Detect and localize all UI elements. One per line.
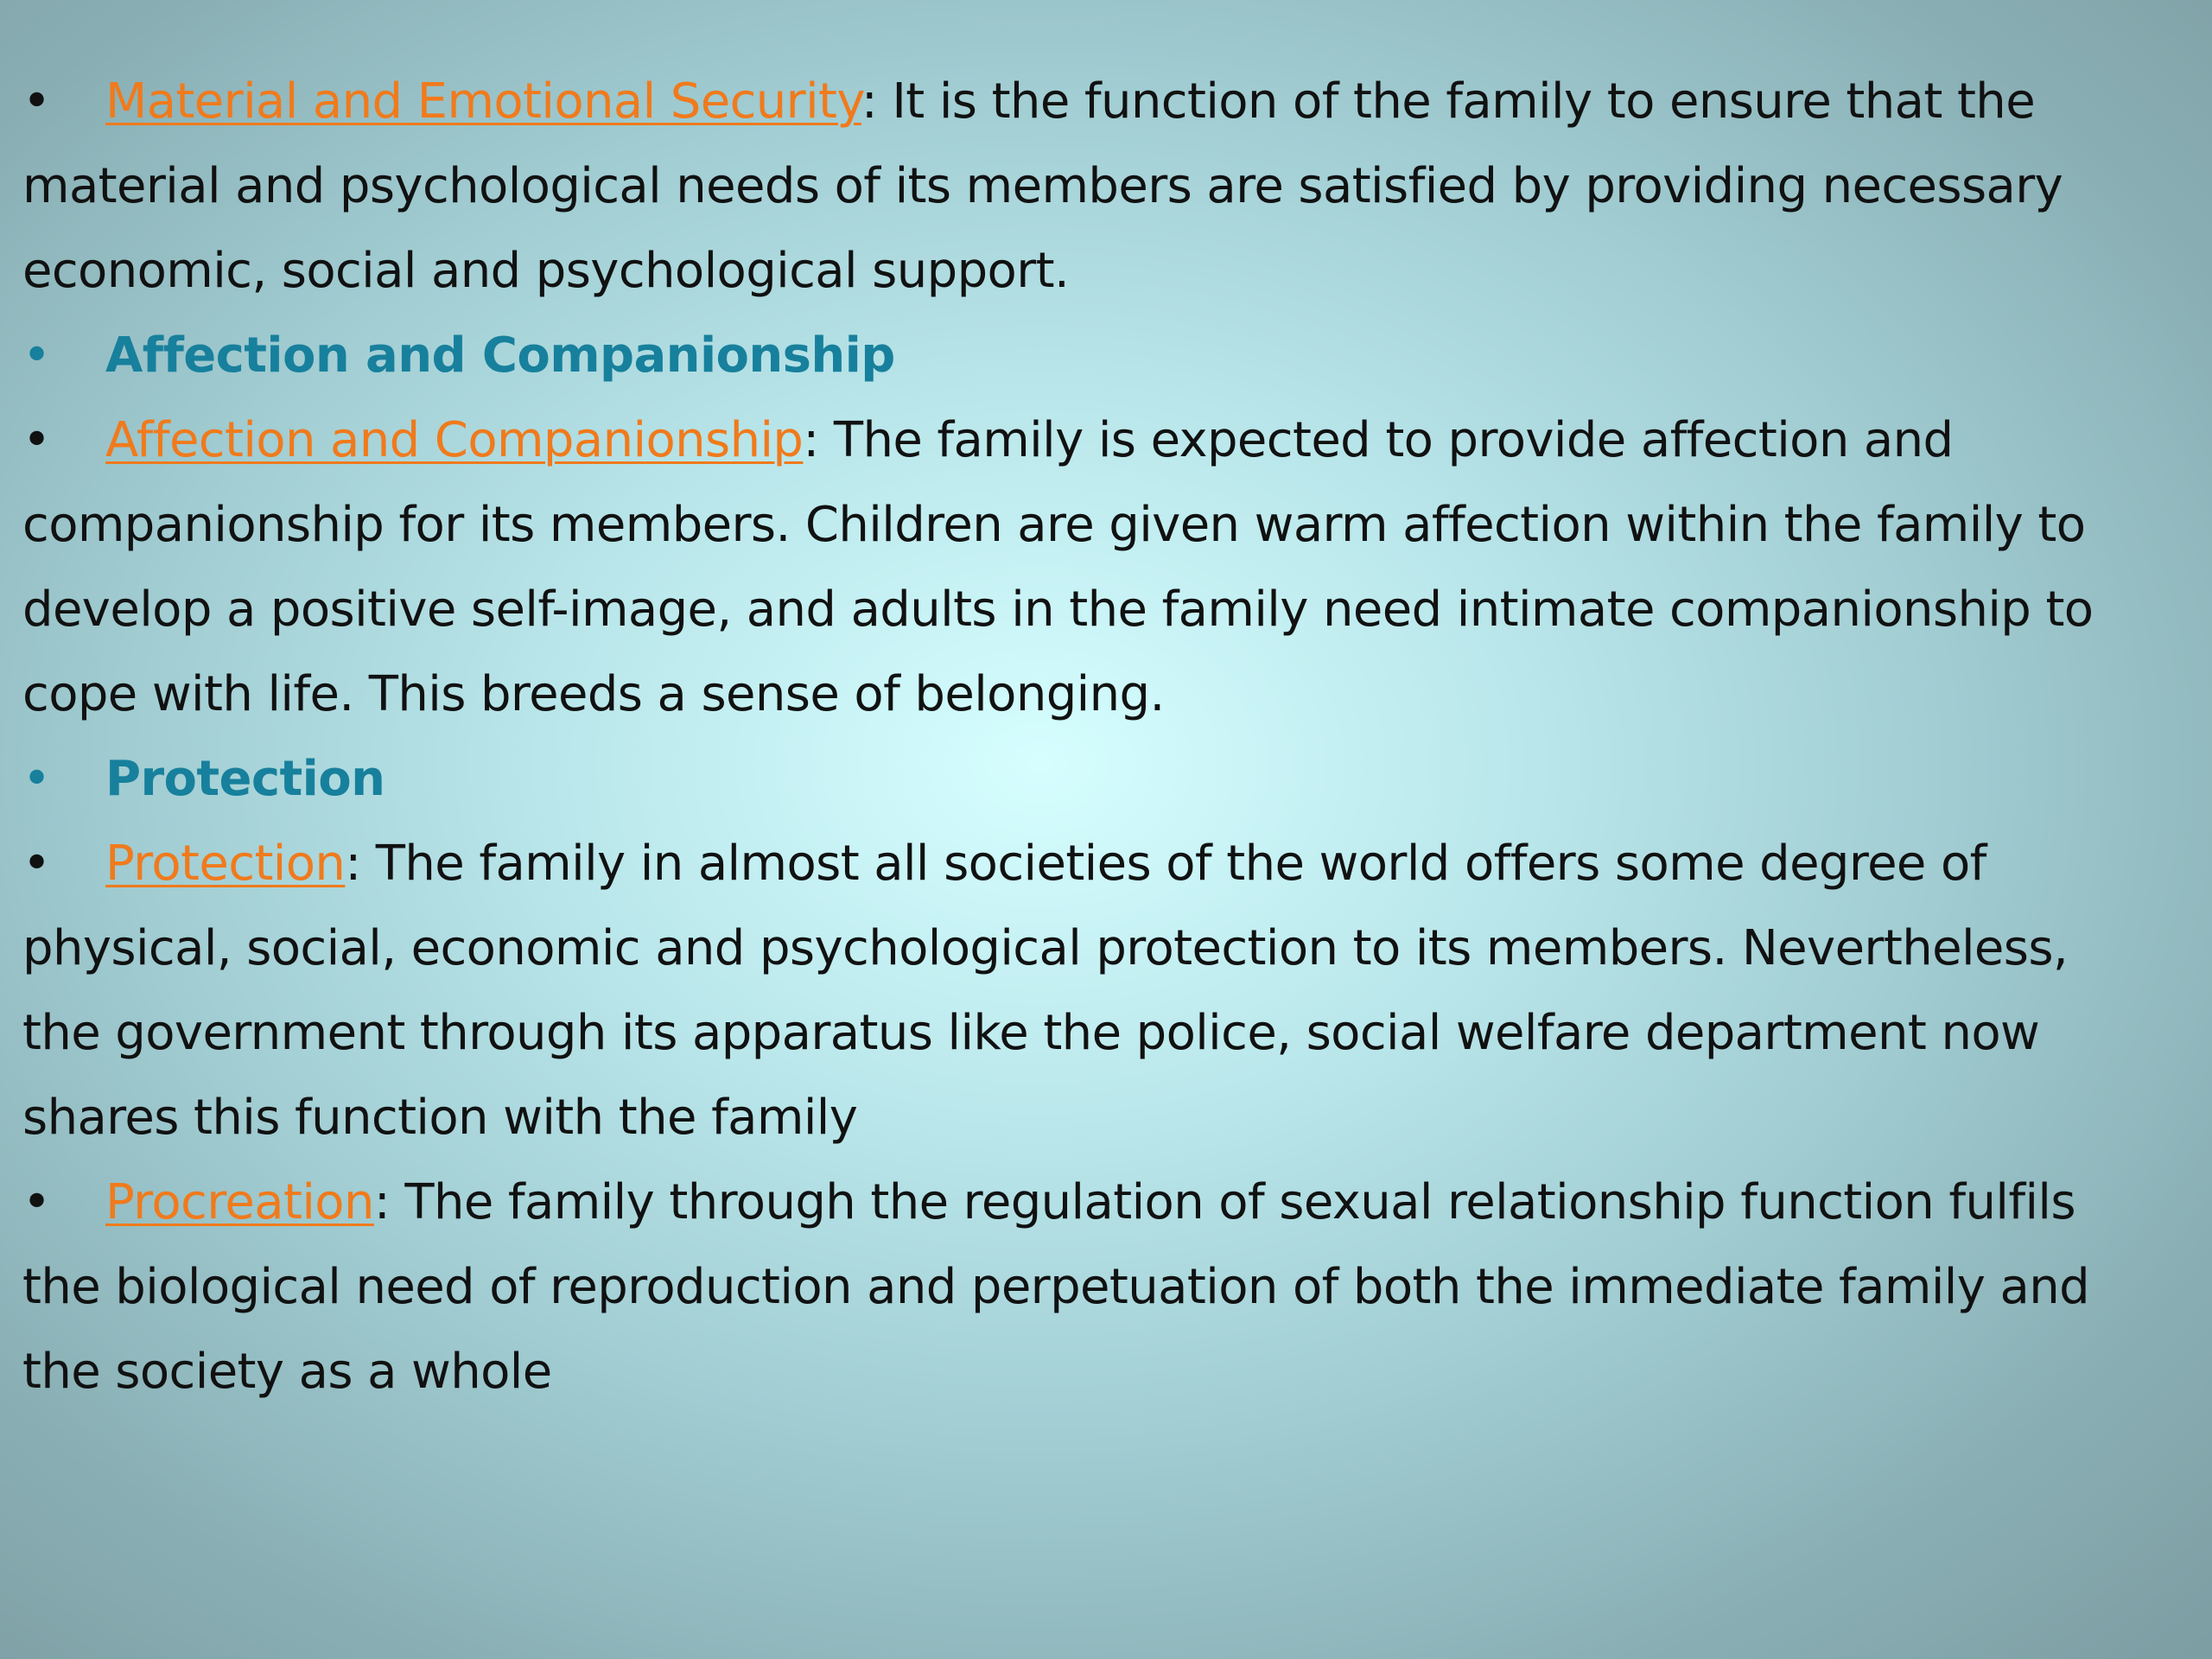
section-heading-protection: [22, 737, 2148, 822]
bullet-icon: •: [22, 751, 51, 807]
bullet-list: [22, 60, 2148, 1414]
bullet-icon: •: [22, 836, 51, 892]
term-link[interactable]: Protection: [105, 836, 346, 892]
item-text: : It is the function of the family to ensure that the material and psychological needs of its members are satisfied by providing necessary economic, social and psychological support.: [22, 73, 2063, 299]
bullet-icon: •: [22, 1174, 51, 1230]
bullet-icon: •: [22, 327, 51, 384]
bullet-icon: •: [22, 412, 51, 468]
item-text: : The family in almost all societies of the world offers some degree of physical, social, economic and psychological protection to its members. Nevertheless, the government through its apparatus like the police, social welfare department now shares this function with the family: [22, 836, 2069, 1146]
item-text: : The family is expected to provide affection and companionship for its members. Children are given warm affection within the family to develop a positive self-image, and adults in the family need intimate companionship to cope with life. This breeds a sense of belonging.: [22, 412, 2094, 722]
bullet-icon: •: [22, 73, 51, 130]
term-link[interactable]: Procreation: [105, 1174, 374, 1230]
heading-text: Protection: [105, 751, 385, 807]
list-item-material-emotional-security: [22, 60, 2148, 314]
item-text: : The family through the regulation of sexual relationship function fulfils the biological need of reproduction and perpetuation of both the immediate family and the society as a whole: [22, 1174, 2090, 1400]
term-link[interactable]: Material and Emotional Security: [105, 73, 861, 130]
list-item-affection-companionship: [22, 398, 2148, 737]
list-item-protection: [22, 822, 2148, 1160]
list-item-procreation: [22, 1160, 2148, 1414]
term-link[interactable]: Affection and Companionship: [105, 412, 804, 468]
heading-text: Affection and Companionship: [105, 327, 895, 384]
section-heading-affection: [22, 314, 2148, 398]
